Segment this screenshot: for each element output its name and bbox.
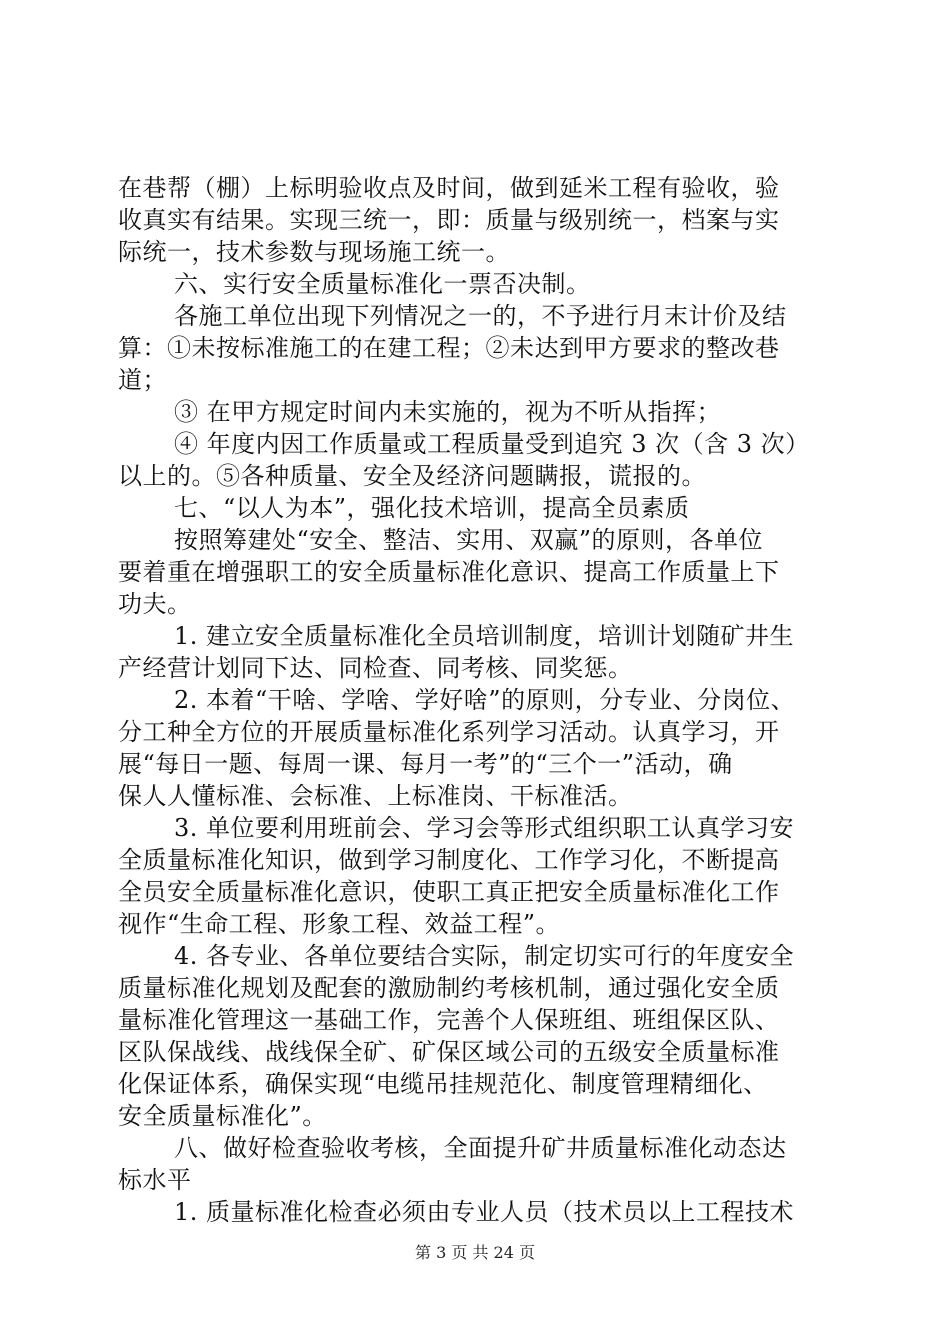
text-line: 际统一，技术参数与现场施工统一。 bbox=[118, 238, 510, 266]
text-line: 视作“生命工程、形象工程、效益工程”。 bbox=[118, 910, 561, 938]
text-line: 1. 质量标准化检查必须由专业人员（技术员以上工程技术 bbox=[174, 1198, 795, 1226]
text-line: 2. 本着“干啥、学啥、学好啥”的原则，分专业、分岗位、 bbox=[174, 686, 796, 714]
body-text bbox=[118, 172, 838, 1228]
text-line: ③ 在甲方规定时间内未实施的，视为不听从指挥； bbox=[174, 398, 722, 426]
text-line: 安全质量标准化”。 bbox=[118, 1102, 327, 1130]
text-line: 标水平 bbox=[118, 1166, 192, 1194]
text-line: 产经营计划同下达、同检查、同考核、同奖惩。 bbox=[118, 654, 633, 682]
text-line: 4. 各专业、各单位要结合实际，制定切实可行的年度安全 bbox=[174, 942, 795, 970]
text-line: 七、“以人为本”，强化技术培训，提高全员素质 bbox=[174, 494, 690, 522]
text-line: 道； bbox=[118, 366, 167, 394]
text-line: 算：①未按标准施工的在建工程；②未达到甲方要求的整改巷 bbox=[118, 334, 780, 362]
text-line: 3. 单位要利用班前会、学习会等形式组织职工认真学习安 bbox=[174, 814, 795, 842]
text-line: 分工种全方位的开展质量标准化系列学习活动。认真学习，开 bbox=[118, 718, 780, 746]
text-line: 在巷帮（棚）上标明验收点及时间，做到延米工程有验收，验 bbox=[118, 174, 780, 202]
text-line: 要着重在增强职工的安全质量标准化意识、提高工作质量上下 bbox=[118, 558, 780, 586]
text-line: 保人人懂标准、会标准、上标准岗、干标准活。 bbox=[118, 782, 633, 810]
text-line: 六、实行安全质量标准化一票否决制。 bbox=[174, 270, 591, 298]
text-line: 八、做好检查验收考核，全面提升矿井质量标准化动态达 bbox=[174, 1134, 787, 1162]
text-line: 按照筹建处“安全、整洁、实用、双赢”的原则，各单位 bbox=[174, 526, 764, 554]
page-footer: 第 3 页 共 24 页 bbox=[415, 1243, 535, 1262]
text-line: 展“每日一题、每周一课、每月一考”的“三个一”活动，确 bbox=[118, 750, 733, 778]
text-line: 各施工单位出现下列情况之一的，不予进行月末计价及结 bbox=[174, 302, 787, 330]
text-line: ④ 年度内因工作质量或工程质量受到追究 3 次（含 3 次） bbox=[174, 430, 810, 458]
text-line: 以上的。⑤各种质量、安全及经济问题瞒报，谎报的。 bbox=[118, 462, 706, 490]
text-line: 质量标准化规划及配套的激励制约考核机制，通过强化安全质 bbox=[118, 974, 780, 1002]
text-line: 功夫。 bbox=[118, 590, 192, 618]
text-line: 全质量标准化知识，做到学习制度化、工作学习化，不断提高 bbox=[118, 846, 780, 874]
text-line: 化保证体系，确保实现“电缆吊挂规范化、制度管理精细化、 bbox=[118, 1070, 768, 1098]
text-line: 全员安全质量标准化意识，使职工真正把安全质量标准化工作 bbox=[118, 878, 780, 906]
text-line: 1. 建立安全质量标准化全员培训制度，培训计划随矿井生 bbox=[174, 622, 795, 650]
text-line: 量标准化管理这一基础工作，完善个人保班组、班组保区队、 bbox=[118, 1006, 780, 1034]
text-line: 区队保战线、战线保全矿、矿保区域公司的五级安全质量标准 bbox=[118, 1038, 780, 1066]
text-line: 收真实有结果。实现三统一，即：质量与级别统一，档案与实 bbox=[118, 206, 780, 234]
